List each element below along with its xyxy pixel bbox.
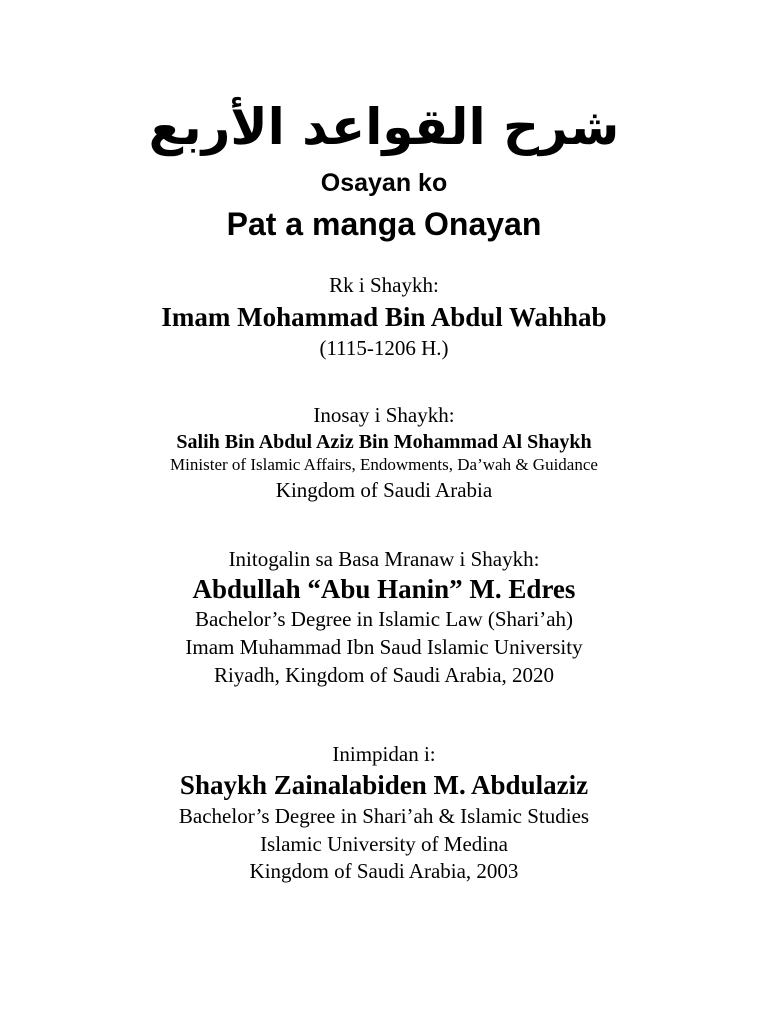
translator-role: Initogalin sa Basa Mranaw i Shaykh: bbox=[228, 547, 540, 571]
translator-name: Abdullah “Abu Hanin” M. Edres bbox=[192, 574, 576, 604]
explainer-role: Inosay i Shaykh: bbox=[313, 403, 455, 427]
arabic-calligraphy-title: شرح القواعد الأربع bbox=[148, 98, 620, 156]
book-title: Pat a manga Onayan bbox=[226, 206, 542, 242]
explainer-name: Salih Bin Abdul Aziz Bin Mohammad Al Shaykh bbox=[176, 431, 592, 453]
translator-degree: Bachelor’s Degree in Islamic Law (Shari’ah) bbox=[194, 607, 574, 631]
reviewer-university: Islamic University of Medina bbox=[260, 832, 508, 856]
translator-university: Imam Muhammad Ibn Saud Islamic University bbox=[185, 635, 583, 659]
reviewer-degree: Bachelor’s Degree in Shari’ah & Islamic Studies bbox=[178, 804, 590, 828]
reviewer-role: Inimpidan i: bbox=[332, 742, 436, 766]
author-years: (1115-1206 H.) bbox=[319, 336, 449, 360]
explainer-country: Kingdom of Saudi Arabia bbox=[275, 478, 493, 502]
author-name: Imam Mohammad Bin Abdul Wahhab bbox=[161, 302, 607, 332]
explainer-position: Minister of Islamic Affairs, Endowments, Da’wah & Guidance bbox=[170, 455, 598, 474]
reviewer-name: Shaykh Zainalabiden M. Abdulaziz bbox=[179, 770, 589, 800]
author-role: Rk i Shaykh: bbox=[329, 273, 439, 297]
translator-place: Riyadh, Kingdom of Saudi Arabia, 2020 bbox=[213, 663, 555, 687]
reviewer-place: Kingdom of Saudi Arabia, 2003 bbox=[249, 859, 519, 883]
subtitle: Osayan ko bbox=[320, 169, 448, 197]
